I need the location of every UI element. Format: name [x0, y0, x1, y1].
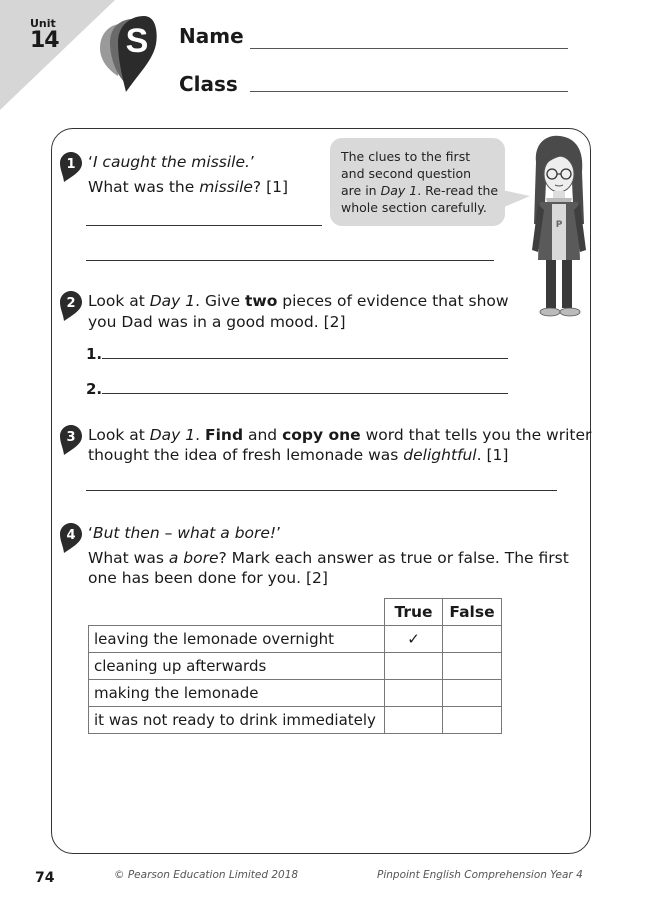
statement-cell: making the lemonade [89, 680, 385, 707]
question-1-marker [60, 152, 82, 182]
q2-line-2: you Dad was in a good mood. [2] [88, 313, 346, 331]
false-cell[interactable] [443, 653, 502, 680]
svg-text:1: 1 [66, 157, 76, 172]
q3-line-1: Look at Day 1. Find and copy one word that tells you the writer [88, 426, 592, 444]
tip-line-3: are in Day 1. Re-read the [341, 183, 499, 198]
tip-line-2: and second question [341, 166, 472, 181]
q1-quote: ‘I caught the missile.’ [88, 153, 255, 171]
svg-text:3: 3 [66, 430, 76, 445]
table-row [89, 626, 502, 653]
tip-line-1: The clues to the first [341, 149, 471, 164]
true-cell[interactable]: ✓ [385, 626, 443, 653]
q2-answer-label-2: 2. [86, 380, 103, 398]
true-false-table [88, 598, 502, 734]
q3-answer-line[interactable] [86, 490, 557, 491]
q2-answer-line-2[interactable] [102, 393, 508, 394]
true-cell[interactable] [385, 653, 443, 680]
svg-text:4: 4 [66, 528, 76, 543]
q2-answer-label-1: 1. [86, 345, 103, 363]
q3-line-2: thought the idea of fresh lemonade was delightful. [1] [88, 446, 509, 464]
svg-text:P: P [555, 220, 563, 230]
table-row [89, 653, 502, 680]
table-row [89, 707, 502, 734]
true-cell[interactable] [385, 680, 443, 707]
question-3-marker [60, 425, 82, 455]
question-4-marker [60, 523, 82, 553]
tip-line-4: whole section carefully. [341, 200, 487, 215]
false-cell[interactable] [443, 707, 502, 734]
page-number: 74 [35, 870, 55, 886]
q1-answer-line-1[interactable] [86, 225, 322, 226]
book-title: Pinpoint English Comprehension Year 4 [377, 869, 583, 881]
true-cell[interactable] [385, 707, 443, 734]
statement-cell: cleaning up afterwards [89, 653, 385, 680]
q1-answer-line-2[interactable] [86, 260, 494, 261]
false-cell[interactable] [443, 626, 502, 653]
skill-logo-letter: S [125, 22, 149, 60]
table-row [89, 680, 502, 707]
unit-label: Unit [30, 17, 56, 30]
table-header-row [89, 599, 502, 626]
copyright-notice: © Pearson Education Limited 2018 [114, 869, 299, 881]
name-label: Name [179, 24, 244, 48]
q4-line-2: What was a bore? Mark each answer as true or false. The first [88, 549, 569, 567]
skill-s-logo [90, 14, 160, 94]
girl-character-illustration [524, 132, 594, 322]
q4-quote: ‘But then – what a bore!’ [88, 524, 282, 542]
false-column-header: False [443, 599, 502, 626]
statement-cell: leaving the lemonade overnight [89, 626, 385, 653]
q4-line-3: one has been done for you. [2] [88, 569, 328, 587]
q2-line-1: Look at Day 1. Give two pieces of evidence that show [88, 292, 509, 310]
question-2-marker [60, 291, 82, 321]
svg-text:2: 2 [66, 296, 76, 311]
unit-number: 14 [30, 28, 59, 53]
question-frame [51, 128, 591, 854]
q2-answer-line-1[interactable] [102, 358, 508, 359]
statement-cell: it was not ready to drink immediately [89, 707, 385, 734]
tip-speech-bubble [330, 138, 505, 226]
q1-prompt: What was the missile? [1] [88, 178, 289, 196]
name-field[interactable] [250, 48, 568, 49]
class-label: Class [179, 72, 238, 96]
false-cell[interactable] [443, 680, 502, 707]
true-column-header: True [385, 599, 443, 626]
class-field[interactable] [250, 91, 568, 92]
